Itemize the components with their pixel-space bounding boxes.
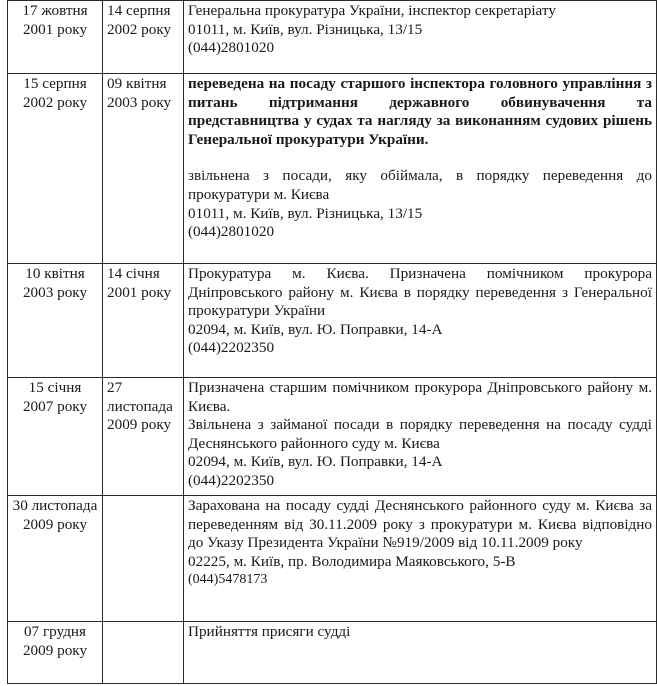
- description-text: Звільнена з займаної посади в порядку переведення на посаду судді Деснянського районного суду м. Києва: [188, 416, 652, 452]
- description-text: Прийняття присяги судді: [188, 623, 351, 640]
- phone-text: (044)2202350: [188, 339, 275, 357]
- phone-text: (044)5478173: [188, 572, 268, 588]
- description-cell: [184, 1, 657, 74]
- address-text: 02225, м. Київ, пр. Володимира Маяковського, 5-В: [188, 552, 516, 570]
- address-text: 02094, м. Київ, вул. Ю. Поправки, 14-А: [188, 320, 443, 338]
- description-cell: [184, 496, 657, 622]
- description-cell: [184, 264, 657, 378]
- description-text: Прокуратура м. Києва. Призначена помічником прокурора Дніпровського району м. Києва в порядку переведення з Генеральної прокуратури України: [188, 265, 652, 320]
- phone-text: (044)2202350: [188, 471, 275, 489]
- table-row: [8, 496, 657, 622]
- phone-text: (044)2801020: [188, 39, 275, 57]
- table-row: [8, 264, 657, 378]
- date-to-cell: 09 квітня 2003 року: [103, 74, 184, 264]
- career-table: [7, 0, 657, 684]
- date-from-cell: 15 січня 2007 року: [8, 378, 103, 496]
- description-text: переведена на посаду старшого інспектора головного управління з питань підтримання державного обвинувачення та представництва у судах та нагляду за виконанням судових рішень Генеральної прокуратури України.: [188, 75, 652, 148]
- table-row: [8, 378, 657, 496]
- address-text: 01011, м. Київ, вул. Різницька, 13/15: [188, 20, 423, 38]
- address-text: 01011, м. Київ, вул. Різницька, 13/15: [188, 204, 423, 222]
- description-text: Зарахована на посаду судді Деснянського районного суду м. Києва за переведенням від 30.11.2009 року з прокуратури м. Києва відповідно до Указу Президента України №919/2009 від 10.11.2009 року: [188, 497, 652, 552]
- date-to-cell: 27 листопада 2009 року: [103, 378, 184, 496]
- description-cell: [184, 622, 657, 684]
- date-to-cell: 14 серпня 2002 року: [103, 1, 184, 74]
- table-row: [8, 1, 657, 74]
- description-text: Генеральна прокуратура України, інспектор секретаріату: [188, 2, 556, 19]
- description-cell: [184, 378, 657, 496]
- table-row: [8, 74, 657, 264]
- description-text: звільнена з посади, яку обіймала, в порядку переведення до прокуратури м. Києва: [188, 167, 652, 203]
- date-from-cell: 30 листопада 2009 року: [8, 496, 103, 622]
- date-to-cell: [103, 622, 184, 684]
- date-from-cell: 17 жовтня 2001 року: [8, 1, 103, 74]
- phone-text: (044)2801020: [188, 223, 275, 241]
- date-to-cell: [103, 496, 184, 622]
- description-cell: [184, 74, 657, 264]
- date-from-cell: 07 грудня 2009 року: [8, 622, 103, 684]
- date-from-cell: 10 квітня 2003 року: [8, 264, 103, 378]
- date-to-cell: 14 січня 2001 року: [103, 264, 184, 378]
- description-text: Призначена старшим помічником прокурора Дніпровського району м. Києва.: [188, 379, 652, 415]
- table-row: [8, 622, 657, 684]
- date-from-cell: 15 серпня 2002 року: [8, 74, 103, 264]
- address-text: 02094, м. Київ, вул. Ю. Поправки, 14-А: [188, 453, 443, 471]
